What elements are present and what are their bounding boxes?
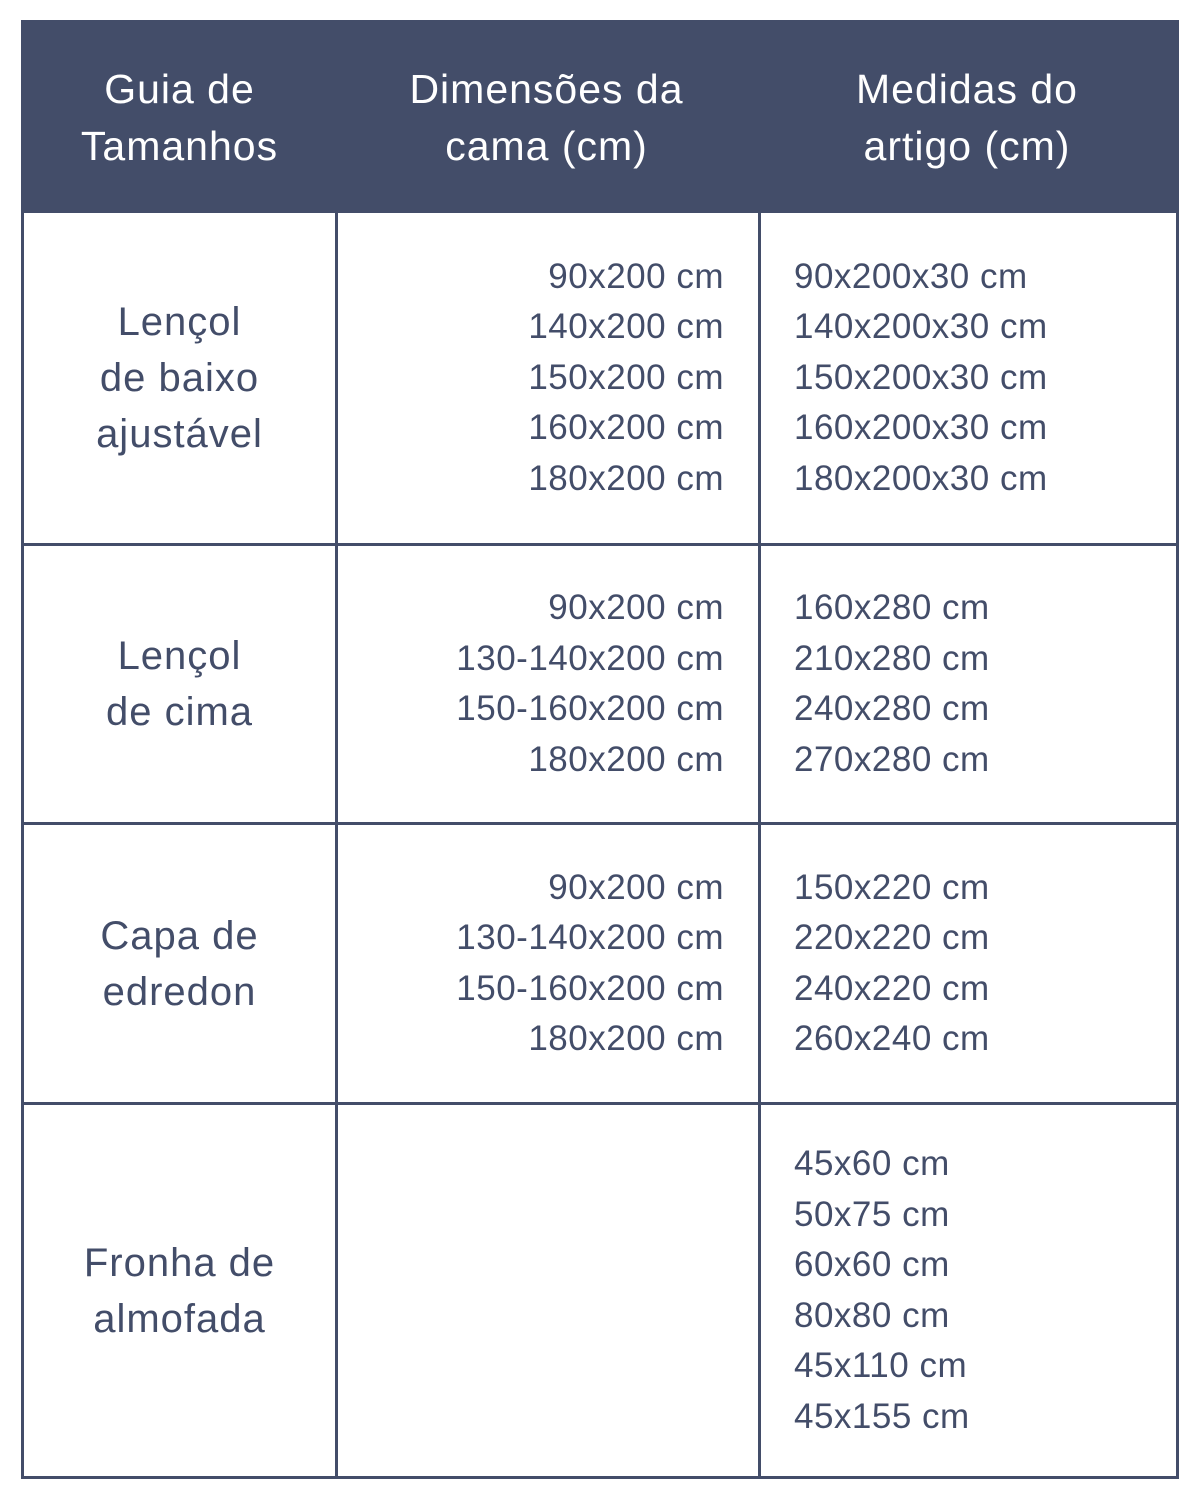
- item-measurements-cell: [758, 1102, 1176, 1476]
- item-measurement-value: 270x280 cm: [794, 739, 990, 779]
- item-measurement-value: 260x240 cm: [794, 1019, 990, 1058]
- bed-dimension-value: 180x200 cm: [528, 1019, 724, 1058]
- item-measurement-value: 160x280 cm: [794, 588, 990, 627]
- bed-dimensions-cell: [335, 543, 758, 822]
- item-measurement-value: 210x280 cm: [794, 638, 990, 678]
- product-name-cell: Capa de edredon: [24, 822, 335, 1102]
- item-measurement-value: 140x200x30 cm: [794, 307, 1048, 347]
- item-measurement-value: 80x80 cm: [794, 1295, 950, 1335]
- item-measurement-value: 160x200x30 cm: [794, 408, 1048, 448]
- item-measurement-value: 240x220 cm: [794, 968, 990, 1008]
- bed-dimensions-cell: [335, 822, 758, 1102]
- header-size-guide: Guia de Tamanhos: [24, 23, 335, 213]
- item-measurement-value: 150x220 cm: [794, 867, 990, 907]
- item-measurements-cell: [758, 822, 1176, 1102]
- item-measurements-cell: [758, 213, 1176, 543]
- bed-dimension-value: 130-140x200 cm: [456, 638, 724, 678]
- bed-dimension-value: 150-160x200 cm: [456, 968, 724, 1008]
- bed-dimensions-cell: [335, 1102, 758, 1476]
- bed-dimension-value: 90x200 cm: [548, 588, 724, 627]
- product-name-cell: Fronha de almofada: [24, 1102, 335, 1476]
- item-measurement-value: 50x75 cm: [794, 1194, 950, 1234]
- item-measurement-value: 240x280 cm: [794, 689, 990, 728]
- bed-dimension-value: 160x200 cm: [528, 408, 724, 448]
- bed-dimension-value: 90x200 cm: [548, 256, 724, 296]
- item-measurement-value: 150x200x30 cm: [794, 357, 1048, 397]
- bed-dimension-value: 130-140x200 cm: [456, 918, 724, 957]
- bed-dimension-value: 90x200 cm: [548, 867, 724, 907]
- header-item-measurements: Medidas do artigo (cm): [758, 23, 1176, 213]
- bed-dimension-value: 180x200 cm: [528, 739, 724, 779]
- bed-dimension-value: 150x200 cm: [528, 357, 724, 397]
- product-name-cell: Lençol de cima: [24, 543, 335, 822]
- item-measurement-value: 180x200x30 cm: [794, 458, 1048, 498]
- bed-dimension-value: 140x200 cm: [528, 307, 724, 347]
- size-guide-table: [21, 20, 1179, 1479]
- item-measurement-value: 45x110 cm: [794, 1346, 968, 1385]
- product-name-cell: Lençol de baixo ajustável: [96, 300, 263, 456]
- item-measurement-value: 220x220 cm: [794, 918, 990, 957]
- item-measurement-value: 90x200x30 cm: [794, 256, 1028, 296]
- bed-dimension-value: 150-160x200 cm: [456, 689, 724, 728]
- item-measurements-cell: [758, 543, 1176, 822]
- bed-dimensions-cell: [335, 213, 758, 543]
- item-measurement-value: 45x60 cm: [794, 1144, 950, 1183]
- bed-dimension-value: 180x200 cm: [528, 458, 724, 498]
- header-bed-dimensions: Dimensões da cama (cm): [335, 23, 758, 213]
- item-measurement-value: 60x60 cm: [794, 1245, 950, 1284]
- item-measurement-value: 45x155 cm: [794, 1396, 970, 1436]
